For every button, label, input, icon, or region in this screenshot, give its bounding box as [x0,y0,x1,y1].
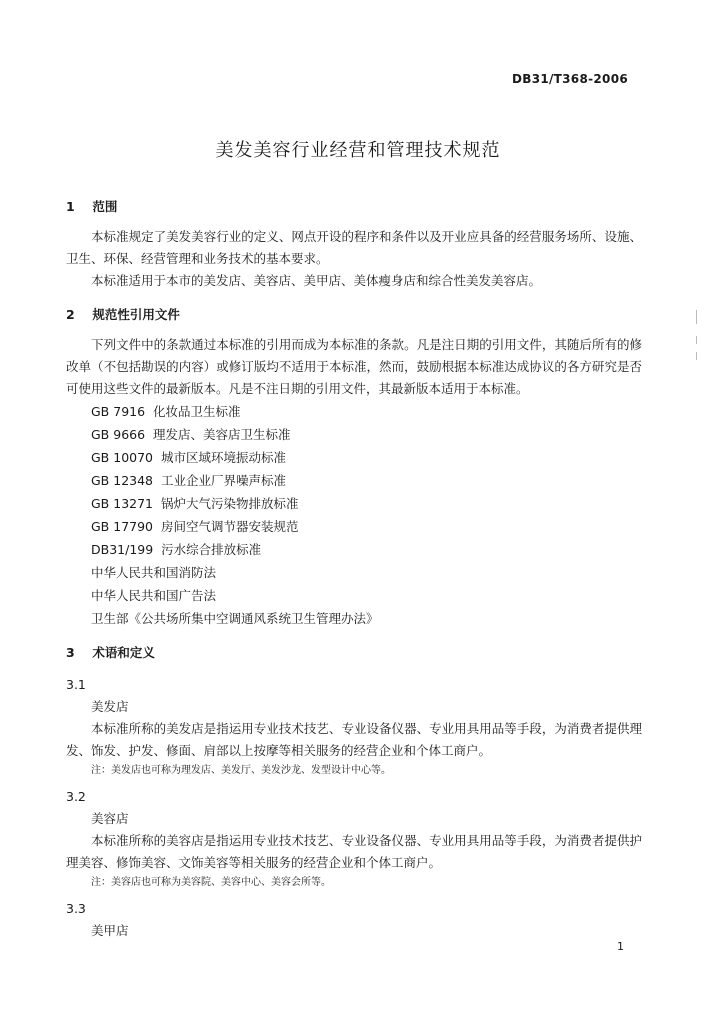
reference-name: 污水综合排放标准 [161,542,262,557]
reference-code: GB 13271 [91,496,153,511]
reference-item [91,446,642,469]
section-2-paragraph: 下列文件中的条款通过本标准的引用而成为本标准的条款。凡是注日期的引用文件，其随后所有的修改单（不包括勘误的内容）或修订版均不适用于本标准，然而，鼓励根据本标准达成协议的各方研究是否可使用这些文件的最新版本。凡是不注日期的引用文件，其最新版本适用于本标准。 [66,337,642,396]
reference-name: 房间空气调节器安装规范 [160,519,299,534]
reference-name: 锅炉大气污染物排放标准 [160,496,299,511]
document-number: DB31/T368-2006 [511,72,628,86]
reference-item [91,492,642,515]
section-title: 范围 [92,199,118,214]
section-number: 3 [66,645,75,660]
reference-item [91,423,642,446]
scan-mark [696,310,697,324]
page-number: 1 [617,940,624,953]
document-title: 美发美容行业经营和管理技术规范 [215,140,501,161]
clause-number: 3.3 [66,901,86,916]
reference-item [91,607,642,630]
reference-list [91,400,642,630]
term-definition: 本标准所称的美容店是指运用专业技术技艺、专业设备仪器、专业用具用品等手段，为消费者提供护理美容、修饰美容、文饰美容等相关服务的经营企业和个体工商户。 [66,833,642,870]
reference-name: 城市区域环境振动标准 [160,450,286,465]
reference-item [91,561,642,584]
section-number: 2 [66,307,75,322]
section-2-heading [66,304,642,326]
reference-name: 工业企业厂界噪声标准 [160,473,286,488]
section-1-paragraph-2: 本标准适用于本市的美发店、美容店、美甲店、美体瘦身店和综合性美发美容店。 [91,273,542,288]
reference-code: GB 12348 [91,473,153,488]
term-name: 美容店 [91,811,129,826]
reference-code: GB 7916 [91,404,146,419]
term-note: 注：美容店也可称为美容院、美容中心、美容会所等。 [91,877,331,888]
reference-code: GB 9666 [91,427,146,442]
reference-name: 化妆品卫生标准 [153,404,241,419]
reference-name: 理发店、美容店卫生标准 [153,427,291,442]
term-name: 美发店 [91,699,129,714]
reference-item [91,400,642,423]
reference-name: 中华人民共和国广告法 [91,588,217,603]
reference-item [91,538,642,561]
reference-item [91,469,642,492]
reference-code: GB 17790 [91,519,153,534]
section-number: 1 [66,199,75,214]
term-definition: 本标准所称的美发店是指运用专业技术技艺、专业设备仪器、专业用具用品等手段，为消费者提供理发、饰发、护发、修面、肩部以上按摩等相关服务的经营企业和个体工商户。 [66,721,642,758]
section-title: 术语和定义 [92,645,155,660]
term-note: 注：美发店也可称为理发店、美发厅、美发沙龙、发型设计中心等。 [91,765,391,776]
section-1-paragraph-1: 本标准规定了美发美容行业的定义、网点开设的程序和条件以及开业应具备的经营服务场所、设施、卫生、环保、经营管理和业务技术的基本要求。 [66,229,642,266]
document-body [66,196,642,942]
term-name: 美甲店 [91,923,129,938]
clause-number: 3.2 [66,789,86,804]
section-3-heading [66,642,642,664]
scan-mark [696,336,697,344]
reference-name: 中华人民共和国消防法 [91,565,217,580]
reference-name: 卫生部《公共场所集中空调通风系统卫生管理办法》 [91,611,379,626]
scan-mark [696,352,697,360]
reference-code: DB31/199 [91,542,154,557]
section-1-heading [66,196,642,218]
reference-item [91,584,642,607]
reference-item [91,515,642,538]
reference-code: GB 10070 [91,450,153,465]
section-title: 规范性引用文件 [92,307,180,322]
clause-number: 3.1 [66,677,86,692]
